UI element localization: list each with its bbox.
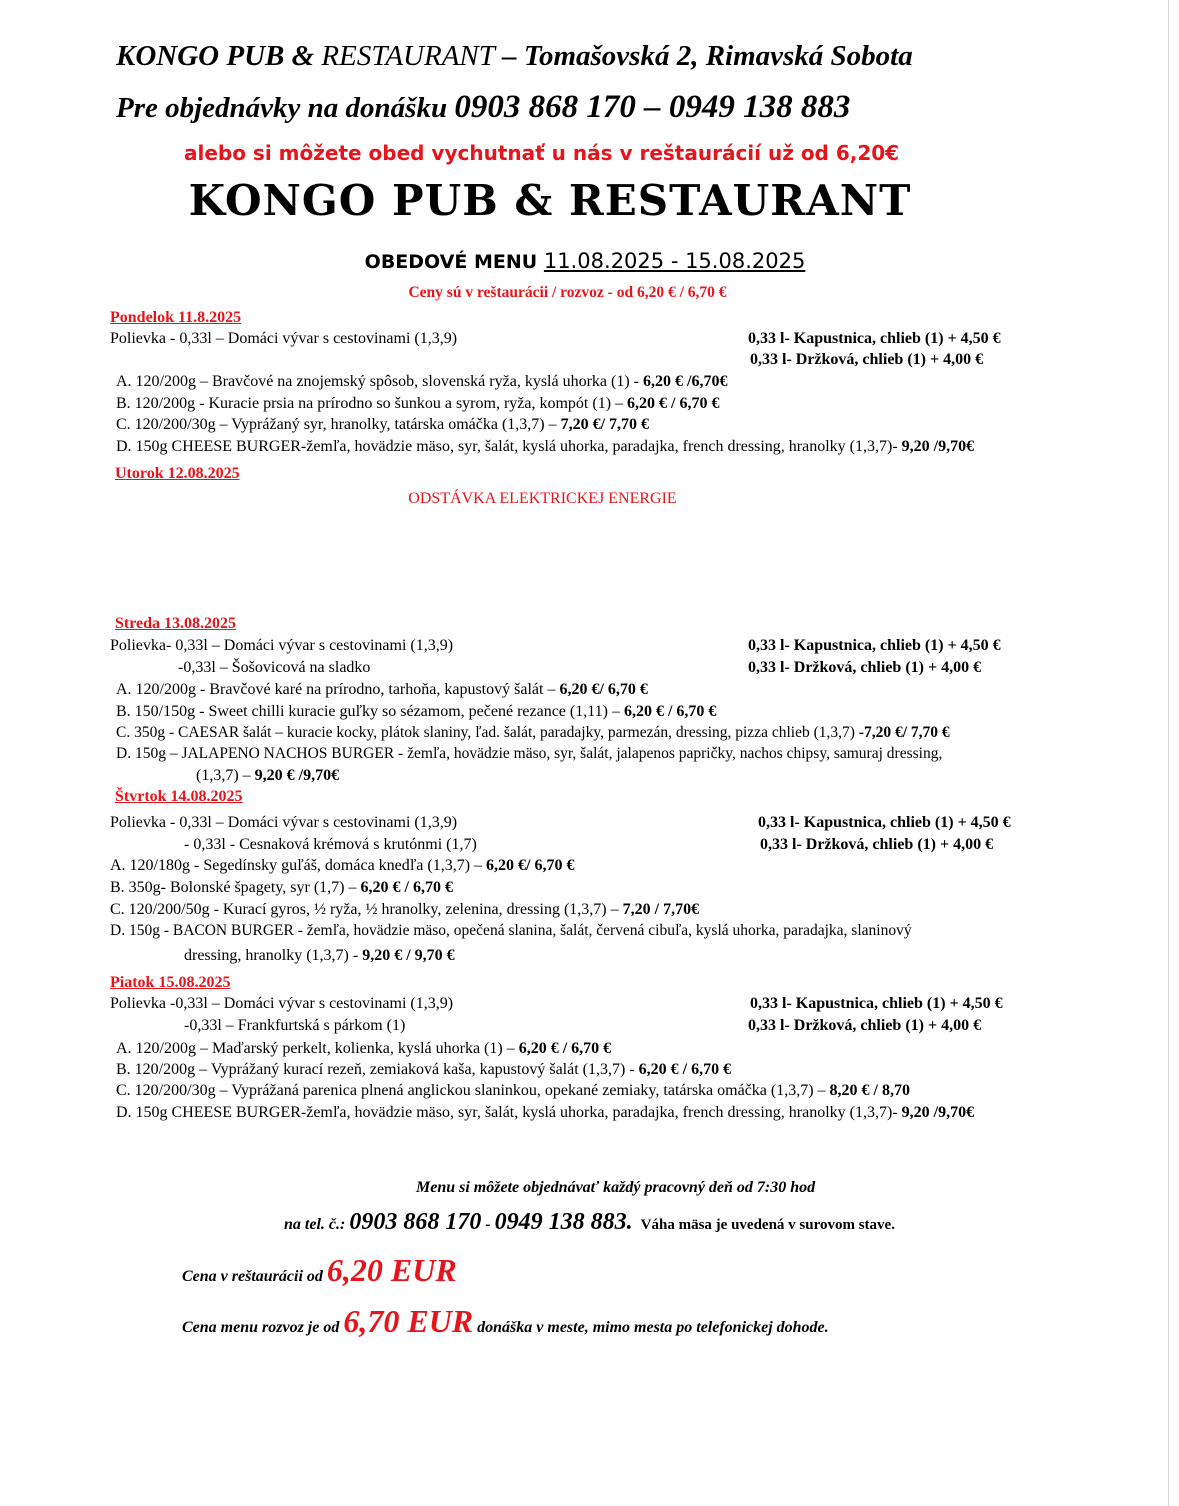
monday-menu-a: A. 120/200g – Bravčové na znojemský spôsob, slovenská ryža, kyslá uhorka (1) - 6,20 € /6,70€ [116,373,728,390]
thursday-menu-d: D. 150g - BACON BURGER - žemľa, hovädzie mäso, opečená slanina, šalát, červená cibuľa, kyslá uhorka, paradajka, slaninový [110,922,912,939]
delivery-price-line: Cena menu rozvoz je od 6,70 EUR donáška v meste, mimo mesta po telefonickej dohode. [182,1303,829,1339]
wednesday-side-2: 0,33 l- Držková, chlieb (1) + 4,00 € [748,659,982,676]
day-label-thursday: Štvrtok 14.08.2025 [115,788,243,805]
friday-side-2: 0,33 l- Držková, chlieb (1) + 4,00 € [748,1017,982,1034]
wednesday-soup-1: Polievka- 0,33l – Domáci vývar s cestovinami (1,3,9) [110,637,454,654]
dine-in-note: alebo si môžete obed vychutnať u nás v reštaurácií už od 6,20€ [184,141,900,165]
monday-menu-c: C. 120/200/30g – Vyprážaný syr, hranolky, tatárska omáčka (1,3,7) – 7,20 €/ 7,70 € [116,416,650,433]
friday-menu-d: D. 150g CHEESE BURGER-žemľa, hovädzie mäso, syr, šalát, kyslá uhorka, paradajka, french dressing, hranolky (1,3,7)- 9,20 /9,70€ [116,1104,975,1121]
thursday-soup-1: Polievka - 0,33l – Domáci vývar s cestovinami (1,3,9) [110,814,458,831]
restaurant-price-line: Cena v reštaurácii od 6,20 EUR [182,1252,457,1288]
friday-menu-b: B. 120/200g – Vyprážaný kurací rezeň, zemiaková kaša, kapustový šalát (1,3,7) - 6,20 € / 6,70 € [116,1061,732,1078]
thursday-menu-c: C. 120/200/50g - Kurací gyros, ½ ryža, ½ hranolky, zelenina, dressing (1,3,7) – 7,20 / 7,70€ [110,901,700,918]
order-hours-note: Menu si môžete objednávať každý pracovný deň od 7:30 hod [416,1179,816,1196]
friday-soup-1: Polievka -0,33l – Domáci vývar s cestovinami (1,3,9) [110,995,454,1012]
header-address-line: KONGO PUB & RESTAURANT – Tomašovská 2, Rimavská Sobota [116,40,913,72]
page-edge [1168,0,1169,1506]
day-label-friday: Piatok 15.08.2025 [110,974,231,991]
monday-side-1: 0,33 l- Kapustnica, chlieb (1) + 4,50 € [748,330,1001,347]
thursday-side-1: 0,33 l- Kapustnica, chlieb (1) + 4,50 € [758,814,1011,831]
friday-menu-c: C. 120/200/30g – Vyprážaná parenica plnená anglickou slaninkou, opekané zemiaky, tatárska omáčka (1,3,7) – 8,20 € / 8,70 [116,1082,910,1099]
thursday-soup-2: - 0,33l - Cesnaková krémová s krutónmi (1,7) [184,836,477,853]
page-title: KONGO PUB & RESTAURANT [188,176,912,225]
tuesday-notice: ODSTÁVKA ELEKTRICKEJ ENERGIE [408,490,677,507]
week-dates: 11.08.2025 - 15.08.2025 [543,249,806,273]
monday-side-2: 0,33 l- Držková, chlieb (1) + 4,00 € [750,351,984,368]
week-label: OBEDOVÉ MENU [364,251,538,273]
friday-soup-2: -0,33l – Frankfurtská s párkom (1) [184,1017,406,1034]
order-phone-2: 0949 138 883. [494,1209,633,1235]
delivery-price: 6,70 EUR [343,1303,474,1339]
day-label-monday: Pondelok 11.8.2025 [110,309,242,326]
thursday-menu-a: A. 120/180g - Segedínsky guľáš, domáca knedľa (1,3,7) – 6,20 €/ 6,70 € [110,857,575,874]
thursday-side-2: 0,33 l- Držková, chlieb (1) + 4,00 € [760,836,994,853]
weight-note: Váha mäsa je uvedená v surovom stave. [640,1217,895,1233]
wednesday-menu-c: C. 350g - CAESAR šalát – kuracie kocky, plátok slaniny, ľad. šalát, paradajky, parmezán, dressing, pizza chlieb (1,3,7) -7,20 €/ 7,70 € [116,724,950,741]
prices-note: Ceny sú v reštaurácii / rozvoz - od 6,20 € / 6,70 € [408,284,727,301]
restaurant-price: 6,20 EUR [326,1252,457,1288]
header-phone-line: Pre objednávky na donášku 0903 868 170 – 0949 138 883 [116,89,851,125]
wednesday-side-1: 0,33 l- Kapustnica, chlieb (1) + 4,50 € [748,637,1001,654]
friday-menu-a: A. 120/200g – Maďarský perkelt, kolienka, kyslá uhorka (1) – 6,20 € / 6,70 € [116,1040,612,1057]
thursday-menu-b: B. 350g- Bolonské špagety, syr (1,7) – 6,20 € / 6,70 € [110,879,453,896]
wednesday-menu-a: A. 120/200g - Bravčové karé na prírodno, tarhoňa, kapustový šalát – 6,20 €/ 6,70 € [116,681,648,698]
monday-menu-d: D. 150g CHEESE BURGER-žemľa, hovädzie mäso, syr, šalát, kyslá uhorka, paradajka, french dressing, hranolky (1,3,7)- 9,20 /9,70€ [116,438,975,455]
order-phone-line: na tel. č.: 0903 868 170 - 0949 138 883. Váha mäsa je uvedená v surovom stave. [284,1209,895,1235]
friday-side-1: 0,33 l- Kapustnica, chlieb (1) + 4,50 € [750,995,1003,1012]
order-phone-1: 0903 868 170 [349,1209,482,1235]
wednesday-menu-b: B. 150/150g - Sweet chilli kuracie guľky so sézamom, pečené rezance (1,11) – 6,20 € / 6,70 € [116,703,717,720]
thursday-menu-d-cont: dressing, hranolky (1,3,7) - 9,20 € / 9,70 € [184,947,455,964]
day-label-wednesday: Streda 13.08.2025 [115,615,237,632]
delivery-note: donáška v meste, mimo mesta po telefonickej dohode. [477,1319,829,1336]
monday-soup: Polievka - 0,33l – Domáci vývar s cestovinami (1,3,9) [110,330,458,347]
wednesday-menu-d: D. 150g – JALAPENO NACHOS BURGER - žemľa, hovädzie mäso, syr, šalát, jalapenos papričky, nachos chipsy, samuraj dressing, [116,745,943,762]
wednesday-soup-2: -0,33l – Šošovicová na sladko [178,659,371,676]
week-heading [0,249,1170,273]
header-phones: 0903 868 170 – 0949 138 883 [454,89,851,125]
day-label-tuesday: Utorok 12.08.2025 [115,465,240,482]
monday-menu-b: B. 120/200g - Kuracie prsia na prírodno so šunkou a syrom, ryža, kompót (1) – 6,20 € / 6,70 € [116,395,720,412]
wednesday-menu-d-cont: (1,3,7) – 9,20 € /9,70€ [196,767,340,784]
